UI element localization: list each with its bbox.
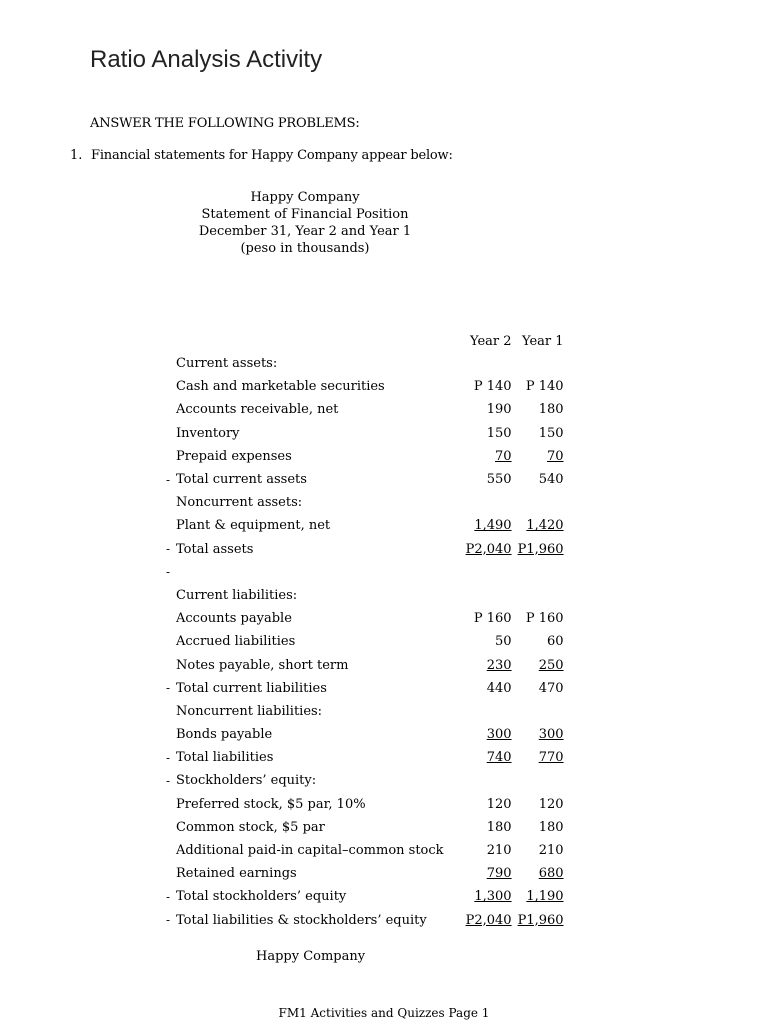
financial-statement-table <box>160 330 564 932</box>
row-value-year2: 180 <box>486 819 512 835</box>
row-value-year1: 180 <box>538 819 564 835</box>
problem-number: 1. <box>70 148 83 163</box>
row-value-year2: 740 <box>486 750 512 766</box>
statement-row <box>160 491 564 514</box>
row-value-year2: 440 <box>486 680 512 696</box>
row-label: Accounts payable <box>176 611 292 627</box>
statement-row <box>160 723 564 746</box>
row-value-year2: 1,490 <box>474 518 512 534</box>
row-label: Common stock, $5 par <box>176 819 325 835</box>
row-value-year1: 210 <box>538 843 564 859</box>
statement-row <box>160 862 564 885</box>
row-value-year1: 120 <box>538 796 564 812</box>
row-value-year2: 50 <box>495 634 512 650</box>
row-value-year1: 150 <box>538 425 564 441</box>
statement-header <box>155 189 455 257</box>
row-label: Notes payable, short term <box>176 657 349 673</box>
instructions-heading: ANSWER THE FOLLOWING PROBLEMS: <box>90 116 360 131</box>
row-marker: - <box>165 889 171 904</box>
statement-row <box>160 422 564 445</box>
row-value-year1: P1,960 <box>517 912 564 928</box>
row-label: Accounts receivable, net <box>176 402 339 418</box>
statement-row <box>160 514 564 537</box>
row-value-year2: P2,040 <box>465 541 512 557</box>
row-value-year1: P 160 <box>525 611 564 627</box>
column-header-year2: Year 2 <box>470 333 512 349</box>
row-label: Noncurrent assets: <box>176 495 303 511</box>
row-label: Total liabilities & stockholders’ equity <box>176 912 427 928</box>
row-label: Noncurrent liabilities: <box>176 703 323 719</box>
statement-row <box>160 607 564 630</box>
row-label: Stockholders’ equity: <box>176 773 317 789</box>
problem-text: Financial statements for Happy Company appear below: <box>91 148 453 163</box>
row-value-year2: 120 <box>486 796 512 812</box>
statement-row <box>160 561 564 584</box>
statement-row <box>160 816 564 839</box>
row-value-year2: 550 <box>486 472 512 488</box>
row-label: Bonds payable <box>176 727 273 743</box>
row-value-year1: 1,420 <box>526 518 564 534</box>
statement-name: Statement of Financial Position <box>201 207 409 222</box>
row-value-year2: 210 <box>486 843 512 859</box>
row-marker: - <box>165 565 171 580</box>
row-marker: - <box>165 542 171 557</box>
statement-row <box>160 445 564 468</box>
row-value-year2: P 140 <box>473 379 512 395</box>
statement-row <box>160 769 564 792</box>
row-label: Current assets: <box>176 356 278 372</box>
column-header-row <box>160 330 564 352</box>
row-value-year1: 540 <box>538 472 564 488</box>
statement-row <box>160 352 564 375</box>
row-marker: - <box>165 681 171 696</box>
statement-row <box>160 630 564 653</box>
row-value-year2: 300 <box>486 727 512 743</box>
row-value-year2: P 160 <box>473 611 512 627</box>
statement-row <box>160 909 564 932</box>
row-label: Total liabilities <box>176 750 274 766</box>
row-label: Total stockholders’ equity <box>176 889 347 905</box>
page-footer: FM1 Activities and Quizzes Page 1 <box>278 1006 490 1020</box>
row-value-year2: 190 <box>486 402 512 418</box>
statement-row <box>160 839 564 862</box>
row-value-year1: 1,190 <box>526 889 564 905</box>
row-label: Preferred stock, $5 par, 10% <box>176 796 366 812</box>
statement-row <box>160 653 564 676</box>
row-value-year1: P1,960 <box>517 541 564 557</box>
row-value-year1: 60 <box>547 634 564 650</box>
row-label: Total current liabilities <box>176 680 327 696</box>
statement-unit: (peso in thousands) <box>240 241 370 256</box>
row-value-year1: 180 <box>538 402 564 418</box>
statement-company: Happy Company <box>250 190 360 205</box>
row-label: Inventory <box>176 425 240 441</box>
row-value-year2: 790 <box>486 866 512 882</box>
statement-row <box>160 375 564 398</box>
next-statement-company: Happy Company <box>256 949 366 964</box>
row-value-year2: P2,040 <box>465 912 512 928</box>
statement-row <box>160 746 564 769</box>
row-value-year1: 770 <box>538 750 564 766</box>
row-value-year1: 680 <box>538 866 564 882</box>
row-label: Retained earnings <box>176 866 297 882</box>
statement-row <box>160 677 564 700</box>
statement-row <box>160 700 564 723</box>
row-value-year2: 150 <box>486 425 512 441</box>
statement-row <box>160 885 564 908</box>
row-value-year1: 300 <box>538 727 564 743</box>
row-label: Total current assets <box>176 472 307 488</box>
row-value-year2: 70 <box>495 448 512 464</box>
row-value-year1: 70 <box>547 448 564 464</box>
row-value-year2: 230 <box>486 657 512 673</box>
row-value-year1: P 140 <box>525 379 564 395</box>
row-label: Prepaid expenses <box>176 448 292 464</box>
row-label: Additional paid-in capital–common stock <box>176 843 444 859</box>
statement-row <box>160 398 564 421</box>
row-label: Total assets <box>176 541 254 557</box>
column-header-year1: Year 1 <box>522 333 564 349</box>
row-marker: - <box>165 773 171 788</box>
row-label: Current liabilities: <box>176 587 298 603</box>
row-value-year1: 250 <box>538 657 564 673</box>
statement-row <box>160 584 564 607</box>
row-value-year1: 470 <box>538 680 564 696</box>
row-value-year2: 1,300 <box>474 889 512 905</box>
statement-row <box>160 538 564 561</box>
statement-row <box>160 468 564 491</box>
row-marker: - <box>165 913 171 928</box>
row-marker: - <box>165 472 171 487</box>
row-marker: - <box>165 750 171 765</box>
document-title: Ratio Analysis Activity <box>90 46 323 73</box>
statement-date: December 31, Year 2 and Year 1 <box>198 224 412 239</box>
row-label: Accrued liabilities <box>176 634 296 650</box>
row-label: Cash and marketable securities <box>176 379 385 395</box>
statement-row <box>160 793 564 816</box>
row-label: Plant & equipment, net <box>176 518 331 534</box>
